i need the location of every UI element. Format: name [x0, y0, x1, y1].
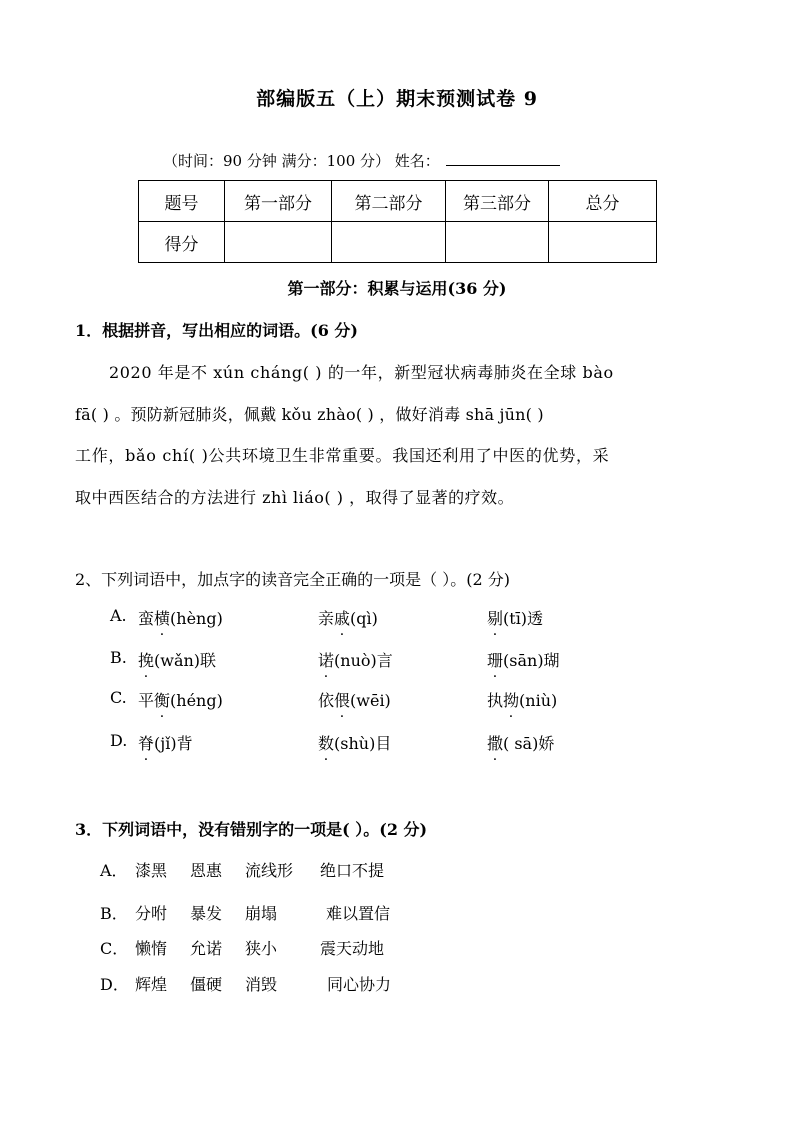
- question-3-heading: 3．下列词语中，没有错别字的一项是( ）。(2 分): [75, 820, 428, 839]
- exam-info-text: （时间：90 分钟 满分：100 分） 姓名：: [163, 152, 440, 170]
- option-word: 数(shù)目: [318, 734, 392, 753]
- option-label: B．: [100, 904, 128, 923]
- option-word: 僵硬: [190, 975, 223, 994]
- name-blank-field[interactable]: [446, 151, 560, 166]
- option-word: 撒( sā)娇: [487, 734, 555, 753]
- score-cell[interactable]: [446, 222, 549, 263]
- option-label: A．: [100, 861, 128, 880]
- section-heading: 第一部分：积累与运用(36 分): [287, 279, 507, 298]
- score-header-cell: 题号: [139, 181, 225, 222]
- option-word: 辉煌: [135, 975, 168, 994]
- question-2-heading: 2、下列词语中，加点字的读音完全正确的一项是（ ）。(2 分): [75, 570, 511, 589]
- option-word: 暴发: [190, 904, 223, 923]
- score-row-label: 得分: [139, 222, 225, 263]
- option-label: C．: [100, 939, 129, 958]
- option-word: 恩惠: [190, 861, 223, 880]
- option-word: 依偎(wēi): [318, 691, 391, 710]
- score-cell[interactable]: [549, 222, 657, 263]
- option-label: B.: [110, 648, 127, 667]
- score-table: [138, 180, 657, 263]
- score-header-cell: 第二部分: [332, 181, 446, 222]
- option-word: 脊(jǐ)背: [138, 734, 193, 753]
- option-label: C.: [110, 688, 127, 707]
- option-label: D.: [110, 731, 128, 750]
- option-word: 挽(wǎn)联: [138, 651, 217, 670]
- option-word: 珊(sān)瑚: [487, 651, 560, 670]
- question-1-line: 2020 年是不 xún cháng( ) 的一年，新型冠状病毒肺炎在全球 bào: [109, 363, 614, 382]
- option-label: A.: [110, 606, 127, 625]
- option-word: 绝口不提: [320, 861, 385, 880]
- option-word: 允诺: [190, 939, 223, 958]
- option-word: 崩塌: [245, 904, 278, 923]
- question-1-line: 工作，bǎo chí( )公共环境卫生非常重要。我国还利用了中医的优势，采: [75, 446, 610, 465]
- option-word: 流线形: [245, 861, 294, 880]
- page-title: 部编版五（上）期末预测试卷 9: [256, 88, 538, 110]
- option-word: 同心协力: [327, 975, 392, 994]
- question-1-heading: 1．根据拼音，写出相应的词语。(6 分): [75, 321, 358, 340]
- score-cell[interactable]: [332, 222, 446, 263]
- option-word: 分咐: [135, 904, 168, 923]
- question-1-line: 取中西医结合的方法进行 zhì liáo( ) ，取得了显著的疗效。: [75, 488, 515, 507]
- option-word: 诺(nuò)言: [318, 651, 393, 670]
- question-1-line: fā( ) 。预防新冠肺炎，佩戴 kǒu zhào( ) ，做好消毒 shā jūn( ): [75, 405, 544, 424]
- option-word: 亲戚(qì): [318, 609, 378, 628]
- option-word: 难以置信: [326, 904, 391, 923]
- option-word: 震天动地: [320, 939, 385, 958]
- score-header-cell: 总分: [549, 181, 657, 222]
- score-cell[interactable]: [225, 222, 332, 263]
- exam-info-line: [163, 150, 560, 171]
- score-header-cell: 第三部分: [446, 181, 549, 222]
- option-word: 漆黑: [135, 861, 168, 880]
- option-word: 懒惰: [135, 939, 168, 958]
- option-word: 消毁: [245, 975, 278, 994]
- score-table-score-row: [139, 222, 657, 263]
- option-word: 剔(tī)透: [487, 609, 544, 628]
- option-label: D．: [100, 975, 129, 994]
- score-header-cell: 第一部分: [225, 181, 332, 222]
- option-word: 蛮横(hèng): [138, 609, 223, 628]
- option-word: 狭小: [245, 939, 278, 958]
- score-table-header-row: [139, 181, 657, 222]
- option-word: 执拗(niù): [487, 691, 558, 710]
- option-word: 平衡(héng): [138, 691, 223, 710]
